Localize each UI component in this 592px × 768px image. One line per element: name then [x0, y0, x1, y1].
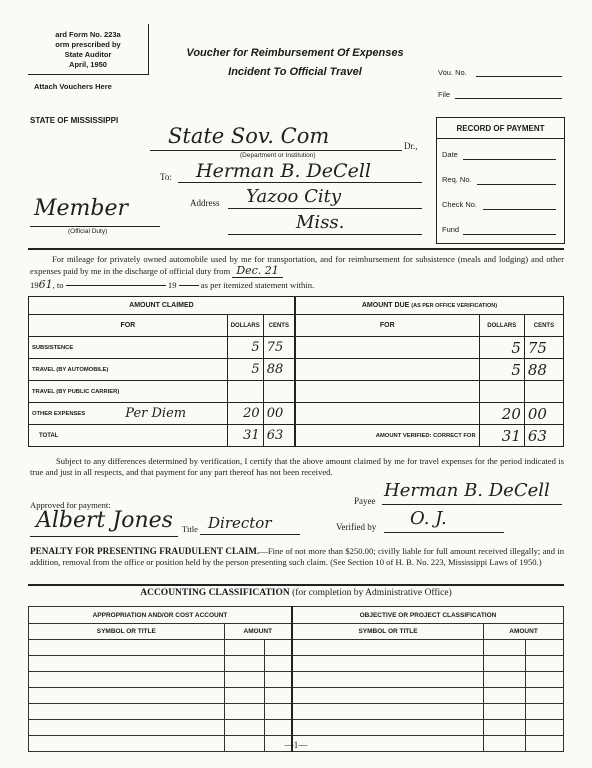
verified-label: AMOUNT VERIFIED: CORRECT FOR	[295, 425, 479, 447]
row-dollars[interactable]	[227, 381, 263, 403]
acct-cell[interactable]	[29, 672, 225, 688]
penalty-heading: PENALTY FOR PRESENTING FRAUDULENT CLAIM.	[30, 546, 260, 556]
mileage-year-prefix: 19	[30, 280, 39, 290]
acct-cell[interactable]	[484, 688, 526, 704]
certification-text: Subject to any differences determined by verification, I certify that the above amount claimed by me for travel expenses for the period indicated is true and just in all respects, and that payment for any part thereof has not been received.	[30, 456, 564, 477]
acct-cell[interactable]	[484, 640, 526, 656]
row-dollars[interactable]: 20	[227, 403, 263, 425]
official-duty-value: Member	[34, 196, 129, 221]
address-line2-field[interactable]	[228, 234, 422, 235]
acct-cell[interactable]	[264, 704, 292, 720]
amount-due-heading	[295, 297, 564, 315]
col-due-for: FOR	[295, 315, 479, 337]
acct-cell[interactable]	[224, 720, 264, 736]
accounting-heading-note: (for completion by Administrative Office)	[292, 588, 452, 598]
acct-cell[interactable]	[264, 672, 292, 688]
accounting-column-row	[29, 624, 564, 640]
payee-label: Payee	[354, 496, 376, 506]
row-due-dollars[interactable]: 5	[479, 337, 524, 359]
to-field[interactable]	[178, 182, 422, 183]
row-label: TRAVEL (BY AUTOMOBILE)	[29, 359, 123, 381]
mileage-to-field[interactable]	[66, 285, 166, 286]
department-value: State Sov. Com	[168, 124, 330, 148]
table-row	[29, 403, 564, 425]
accounting-heading-text: ACCOUNTING CLASSIFICATION	[140, 588, 290, 598]
record-of-payment-box	[436, 117, 565, 244]
row-desc[interactable]	[122, 337, 227, 359]
payee-signature: Herman B. DeCell	[384, 480, 550, 501]
acct-cell[interactable]	[224, 688, 264, 704]
verified-by-label: Verified by	[336, 522, 377, 532]
attach-vouchers-label: Attach Vouchers Here	[34, 82, 112, 91]
accounting-heading	[28, 588, 564, 598]
acct-col-amount: AMOUNT	[224, 624, 292, 640]
file-field[interactable]	[455, 98, 562, 99]
obj-col-amount: AMOUNT	[484, 624, 564, 640]
acct-cell[interactable]	[224, 704, 264, 720]
approved-signature: Albert Jones	[36, 508, 173, 533]
table-row	[29, 672, 564, 688]
total-cents[interactable]: 63	[263, 425, 295, 447]
vou-no-label: Vou. No.	[438, 68, 467, 77]
col-dollars: DOLLARS	[227, 315, 263, 337]
department-dr-label: Dr.,	[404, 141, 418, 151]
voucher-title-line2: Incident To Official Travel	[228, 66, 362, 78]
mileage-text: For mileage for privately owned automobile used by me for transportation, and for reimbursement for subsistence (meals and lodging) and other expenses paid by me in the discharge of official duty from	[30, 254, 564, 276]
acct-cell[interactable]	[484, 672, 526, 688]
record-fund-label: Fund	[442, 225, 460, 234]
verified-by-signature: O. J.	[410, 508, 447, 529]
row-due-cents[interactable]: 75	[524, 337, 563, 359]
address-line1-field[interactable]	[228, 208, 422, 209]
row-cents[interactable]: 00	[263, 403, 295, 425]
acct-cell[interactable]	[526, 656, 564, 672]
record-date-label: Date	[442, 150, 458, 159]
title-value: Director	[208, 514, 272, 532]
row-cents[interactable]	[263, 381, 295, 403]
address-label: Address	[190, 198, 220, 208]
official-duty-caption: (Official Duty)	[68, 228, 108, 235]
table-row	[29, 704, 564, 720]
form-number-line2: orm prescribed by	[55, 40, 121, 49]
acct-cell[interactable]	[29, 688, 225, 704]
row-desc[interactable]: Per Diem	[122, 403, 227, 425]
table-row	[29, 688, 564, 704]
address-line1-value: Yazoo City	[246, 186, 342, 207]
penalty-text	[30, 546, 564, 568]
row-due-desc[interactable]	[295, 381, 479, 403]
table-row	[29, 381, 564, 403]
record-of-payment-heading: RECORD OF PAYMENT	[437, 118, 564, 139]
row-cents[interactable]: 75	[263, 337, 295, 359]
amount-table-heading-row	[29, 297, 564, 315]
table-row	[29, 720, 564, 736]
table-row	[29, 359, 564, 381]
section-divider	[28, 248, 564, 250]
row-label: TRAVEL (BY PUBLIC CARRIER)	[29, 381, 123, 403]
verified-by-field[interactable]	[384, 532, 504, 533]
acct-col-symbol: SYMBOL OR TITLE	[29, 624, 225, 640]
record-date-field[interactable]	[463, 159, 556, 160]
record-req-field[interactable]	[477, 184, 556, 185]
acct-cell[interactable]	[526, 672, 564, 688]
mileage-to-label: , to	[52, 280, 64, 290]
payee-field[interactable]	[382, 504, 562, 505]
amount-table-column-row	[29, 315, 564, 337]
row-desc[interactable]	[122, 359, 227, 381]
row-due-dollars[interactable]	[479, 381, 524, 403]
acct-cell[interactable]	[292, 672, 484, 688]
address-line2-value: Miss.	[296, 212, 345, 233]
to-label: To:	[160, 172, 172, 182]
form-number-line4: April, 1950	[69, 60, 107, 69]
mileage-year2-label: 19	[167, 280, 177, 290]
acct-cell[interactable]	[264, 640, 292, 656]
row-due-cents[interactable]: 00	[524, 403, 563, 425]
form-number-line1: ard Form No. 223a	[55, 30, 121, 39]
accounting-heading-row	[29, 607, 564, 624]
penalty-body: —Fine of not more than $250.00; civilly liable for full amount received illegally; and in addition, removal from the office or position held by the person presenting such claim. (See Section 10 of H. B. No. 223, Mississippi Laws of 1950.)	[30, 546, 564, 567]
row-due-dollars[interactable]: 5	[479, 359, 524, 381]
acct-cell[interactable]	[264, 720, 292, 736]
title-field[interactable]	[200, 534, 300, 535]
state-label: STATE OF MISSISSIPPI	[30, 116, 119, 125]
approved-label: Approved for payment:	[30, 500, 111, 510]
acct-cell[interactable]	[526, 688, 564, 704]
row-label: OTHER EXPENSES	[29, 403, 123, 425]
mileage-end-text: as per itemized statement within.	[200, 280, 315, 290]
record-req-label: Req. No.	[442, 175, 472, 184]
row-due-desc[interactable]	[295, 403, 479, 425]
acct-cell[interactable]	[526, 720, 564, 736]
row-cents[interactable]: 88	[263, 359, 295, 381]
official-duty-field[interactable]	[30, 226, 160, 227]
approved-field[interactable]	[30, 536, 178, 537]
form-number-box	[28, 24, 149, 75]
acct-cell[interactable]	[484, 704, 526, 720]
table-row	[29, 337, 564, 359]
acct-cell[interactable]	[292, 656, 484, 672]
row-due-desc[interactable]	[295, 359, 479, 381]
objective-heading: OBJECTIVE OR PROJECT CLASSIFICATION	[292, 607, 564, 624]
acct-cell[interactable]	[292, 720, 484, 736]
row-dollars[interactable]: 5	[227, 337, 263, 359]
acct-cell[interactable]	[292, 640, 484, 656]
amount-due-heading-text: AMOUNT DUE	[361, 302, 410, 309]
acct-cell[interactable]	[526, 640, 564, 656]
acct-cell[interactable]	[224, 640, 264, 656]
acct-cell[interactable]	[292, 704, 484, 720]
total-dollars[interactable]: 31	[227, 425, 263, 447]
file-label: File	[438, 90, 451, 99]
appropriation-heading: APPROPRIATION AND/OR COST ACCOUNT	[29, 607, 292, 624]
accounting-table	[28, 606, 564, 752]
mileage-period	[30, 278, 314, 291]
verified-dollars[interactable]: 31	[479, 425, 524, 447]
amount-due-heading-note: (AS PER OFFICE VERIFICATION)	[411, 303, 498, 309]
acct-cell[interactable]	[264, 656, 292, 672]
form-number-line3: State Auditor	[64, 50, 112, 59]
row-due-cents[interactable]: 88	[524, 359, 563, 381]
page-number: —1—	[284, 740, 308, 750]
record-check-field[interactable]	[483, 209, 556, 210]
row-label: SUBSISTENCE	[29, 337, 123, 359]
row-due-dollars[interactable]: 20	[479, 403, 524, 425]
acct-cell[interactable]	[29, 656, 225, 672]
total-row	[29, 425, 564, 447]
acct-cell[interactable]	[484, 720, 526, 736]
row-desc[interactable]	[122, 381, 227, 403]
acct-cell[interactable]	[29, 704, 225, 720]
acct-cell[interactable]	[29, 640, 225, 656]
acct-cell[interactable]	[292, 688, 484, 704]
acct-cell[interactable]	[484, 656, 526, 672]
acct-cell[interactable]	[29, 720, 225, 736]
amount-table	[28, 296, 564, 447]
row-due-desc[interactable]	[295, 337, 479, 359]
table-row	[29, 656, 564, 672]
col-for: FOR	[29, 315, 228, 337]
verified-cents[interactable]: 63	[524, 425, 563, 447]
obj-col-symbol: SYMBOL OR TITLE	[292, 624, 484, 640]
row-dollars[interactable]: 5	[227, 359, 263, 381]
amount-claimed-heading: AMOUNT CLAIMED	[29, 297, 295, 315]
mileage-from-value: Dec. 21	[232, 264, 282, 278]
acct-cell[interactable]	[224, 672, 264, 688]
acct-cell[interactable]	[526, 704, 564, 720]
table-row	[29, 640, 564, 656]
voucher-title	[150, 44, 440, 82]
department-caption: (Department or Institution)	[240, 152, 316, 159]
mileage-year2-field[interactable]	[179, 285, 199, 286]
col-due-dollars: DOLLARS	[479, 315, 524, 337]
mileage-statement	[30, 254, 564, 277]
mileage-year-value: 61	[38, 278, 53, 291]
voucher-title-line1: Voucher for Reimbursement Of Expenses	[186, 47, 404, 59]
acct-cell[interactable]	[264, 688, 292, 704]
total-label: TOTAL	[29, 425, 228, 447]
accounting-section	[28, 584, 564, 586]
col-cents: CENTS	[263, 315, 295, 337]
record-fund-field[interactable]	[463, 234, 556, 235]
department-field[interactable]	[150, 150, 402, 151]
title-label: Title	[182, 524, 198, 534]
row-due-cents[interactable]	[524, 381, 563, 403]
col-due-cents: CENTS	[524, 315, 563, 337]
to-value: Herman B. DeCell	[196, 160, 371, 182]
vou-no-field[interactable]	[476, 76, 562, 77]
acct-cell[interactable]	[224, 656, 264, 672]
record-check-label: Check No.	[442, 200, 478, 209]
